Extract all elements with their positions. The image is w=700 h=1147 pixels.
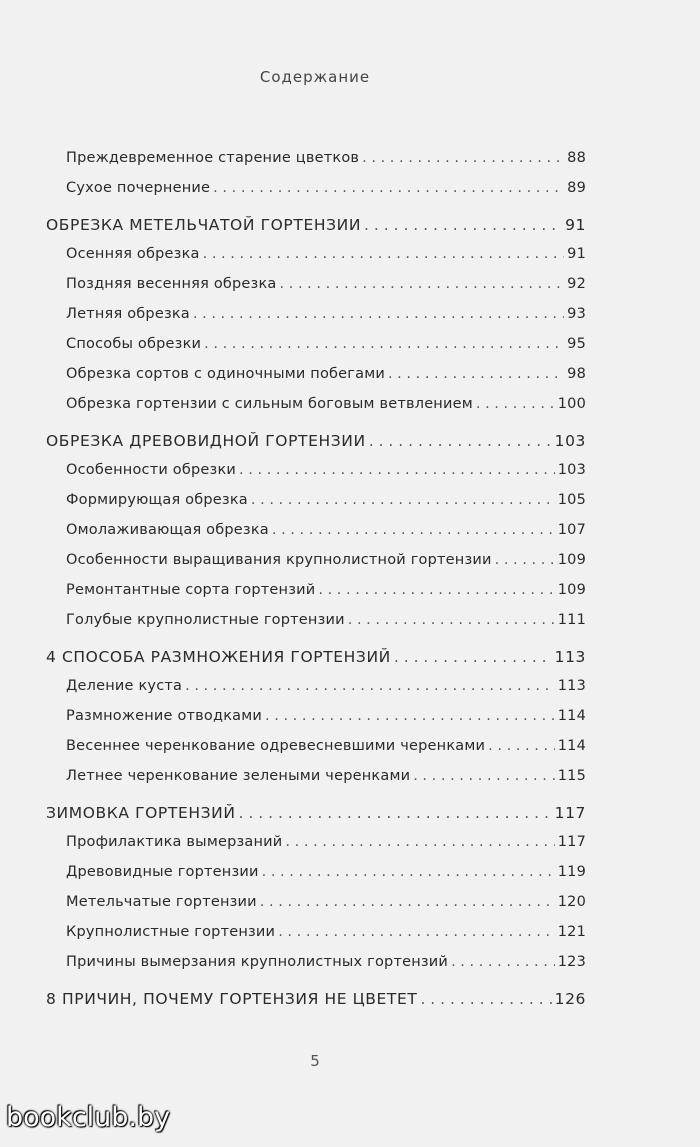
toc-entry-title: Причины вымерзания крупнолистных гортензий — [66, 954, 449, 970]
toc-chapter-entry — [46, 216, 586, 246]
toc-entry-page: 121 — [557, 924, 586, 940]
toc-section-entry — [46, 612, 586, 642]
toc-entry-page: 93 — [567, 306, 586, 322]
page-number: 5 — [310, 1052, 320, 1070]
toc-chapter-entry — [46, 990, 586, 1020]
toc-section-entry — [46, 336, 586, 366]
toc-entry-page: 91 — [567, 246, 586, 262]
toc-entry-page: 91 — [565, 216, 586, 234]
toc-entry-title: ОБРЕЗКА МЕТЕЛЬЧАТОЙ ГОРТЕНЗИИ — [46, 216, 362, 234]
toc-entry-page: 113 — [557, 678, 586, 694]
dot-leader — [239, 462, 555, 478]
toc-section-entry — [46, 396, 586, 426]
toc-section-entry — [46, 924, 586, 954]
dot-leader — [213, 180, 564, 196]
toc-entry-title: Формирующая обрезка — [66, 492, 248, 508]
dot-leader — [280, 276, 565, 292]
toc-entry-title: Размножение отводками — [66, 708, 263, 724]
toc-section-entry — [46, 522, 586, 552]
dot-leader — [495, 552, 555, 568]
dot-leader — [348, 612, 555, 628]
toc-chapter-entry — [46, 432, 586, 462]
toc-entry-page: 103 — [557, 462, 586, 478]
toc-entry-title: Омолаживающая обрезка — [66, 522, 269, 538]
toc-entry-title: ОБРЕЗКА ДРЕВОВИДНОЙ ГОРТЕНЗИИ — [46, 432, 366, 450]
toc-entry-title: Весеннее черенкование одревесневшими черенками — [66, 738, 486, 754]
toc-entry-page: 115 — [557, 768, 586, 784]
toc-entry-title: Преждевременное старение цветков — [66, 150, 360, 166]
toc-section-entry — [46, 492, 586, 522]
toc-entry-title: Ремонтантные сорта гортензий — [66, 582, 316, 598]
dot-leader — [204, 336, 564, 352]
watermark: bookclub.by — [6, 1102, 171, 1133]
dot-leader — [239, 804, 552, 822]
toc-entry-page: 113 — [554, 648, 586, 666]
dot-leader — [394, 648, 552, 666]
toc-entry-title: Крупнолистные гортензии — [66, 924, 276, 940]
toc-entry-page: 114 — [557, 738, 586, 754]
dot-leader — [318, 582, 554, 598]
toc-entry-page: 103 — [554, 432, 586, 450]
dot-leader — [364, 216, 562, 234]
dot-leader — [260, 894, 555, 910]
toc-entry-title: Сухое почернение — [66, 180, 211, 196]
dot-leader — [265, 708, 555, 724]
toc-entry-page: 109 — [557, 582, 586, 598]
dot-leader — [285, 834, 554, 850]
toc-entry-page: 117 — [557, 834, 586, 850]
toc-entry-title: Особенности обрезки — [66, 462, 237, 478]
dot-leader — [488, 738, 555, 754]
toc-entry-title: Способы обрезки — [66, 336, 202, 352]
toc-section-entry — [46, 306, 586, 336]
dot-leader — [420, 990, 551, 1008]
dot-leader — [476, 396, 555, 412]
toc-entry-title: Древовидные гортензии — [66, 864, 259, 880]
toc-section-entry — [46, 954, 586, 984]
dot-leader — [362, 150, 564, 166]
toc-entry-page: 123 — [557, 954, 586, 970]
toc-entry-page: 119 — [557, 864, 586, 880]
toc-entry-page: 100 — [557, 396, 586, 412]
toc-section-entry — [46, 462, 586, 492]
dot-leader — [203, 246, 565, 262]
toc-section-entry — [46, 894, 586, 924]
toc-entry-title: Обрезка сортов с одиночными побегами — [66, 366, 385, 382]
toc-section-entry — [46, 180, 586, 210]
toc-entry-title: Особенности выращивания крупнолистной гортензии — [66, 552, 492, 568]
toc-entry-title: Летнее черенкование зелеными черенками — [66, 768, 411, 784]
dot-leader — [251, 492, 555, 508]
toc-section-entry — [46, 708, 586, 738]
toc-entry-title: 8 ПРИЧИН, ПОЧЕМУ ГОРТЕНЗИЯ НЕ ЦВЕТЕТ — [46, 990, 418, 1008]
toc-entry-page: 92 — [567, 276, 586, 292]
toc-entry-page: 120 — [557, 894, 586, 910]
toc-entry-title: Обрезка гортензии с сильным боговым ветвлением — [66, 396, 473, 412]
toc-section-entry — [46, 834, 586, 864]
dot-leader — [193, 306, 564, 322]
toc-entry-title: Поздняя весенняя обрезка — [66, 276, 277, 292]
toc-entry-page: 114 — [557, 708, 586, 724]
toc-entry-page: 89 — [567, 180, 586, 196]
toc-section-entry — [46, 738, 586, 768]
dot-leader — [413, 768, 555, 784]
toc-entry-title: Голубые крупнолистные гортензии — [66, 612, 345, 628]
toc-chapter-entry — [46, 648, 586, 678]
toc-entry-title: Метельчатые гортензии — [66, 894, 257, 910]
toc-section-entry — [46, 678, 586, 708]
toc-entry-page: 111 — [557, 612, 586, 628]
toc-entry-title: Профилактика вымерзаний — [66, 834, 283, 850]
toc-entry-page: 95 — [567, 336, 586, 352]
toc-entry-page: 98 — [567, 366, 586, 382]
toc-section-entry — [46, 552, 586, 582]
dot-leader — [262, 864, 555, 880]
dot-leader — [278, 924, 555, 940]
toc-section-entry — [46, 582, 586, 612]
toc-section-entry — [46, 366, 586, 396]
dot-leader — [369, 432, 552, 450]
toc-entry-title: Деление куста — [66, 678, 183, 694]
toc-entry-page: 105 — [557, 492, 586, 508]
toc-section-entry — [46, 276, 586, 306]
toc-section-entry — [46, 864, 586, 894]
toc-entry-title: Летняя обрезка — [66, 306, 190, 322]
toc-entry-page: 126 — [554, 990, 586, 1008]
toc-section-entry — [46, 768, 586, 798]
toc-entry-page: 117 — [554, 804, 586, 822]
dot-leader — [272, 522, 555, 538]
toc-section-entry — [46, 150, 586, 180]
toc-entry-page: 109 — [557, 552, 586, 568]
toc-entry-page: 88 — [567, 150, 586, 166]
running-head: Содержание — [259, 68, 371, 86]
table-of-contents — [46, 150, 586, 1020]
toc-entry-page: 107 — [557, 522, 586, 538]
toc-entry-title: 4 СПОСОБА РАЗМНОЖЕНИЯ ГОРТЕНЗИЙ — [46, 648, 391, 666]
toc-entry-title: ЗИМОВКА ГОРТЕНЗИЙ — [46, 804, 236, 822]
dot-leader — [451, 954, 555, 970]
toc-section-entry — [46, 246, 586, 276]
dot-leader — [388, 366, 564, 382]
toc-chapter-entry — [46, 804, 586, 834]
toc-entry-title: Осенняя обрезка — [66, 246, 200, 262]
dot-leader — [185, 678, 555, 694]
